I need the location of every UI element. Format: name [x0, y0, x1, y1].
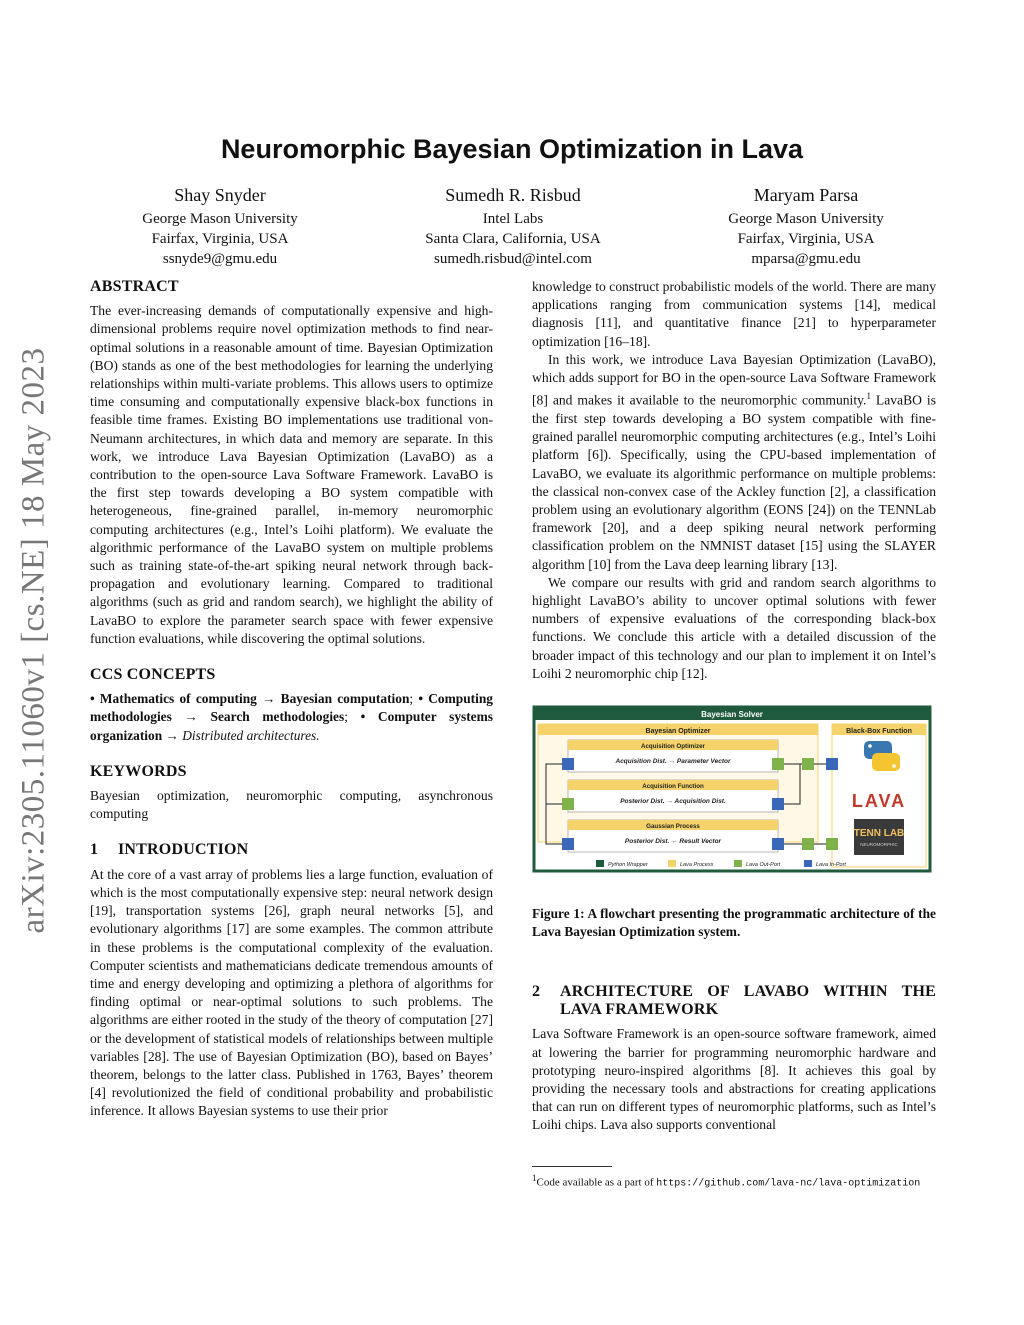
legend-swatch-process: [668, 860, 676, 867]
section-title: ARCHITECTURE OF LAVABO WITHIN THE LAVA FRAMEWORK: [560, 983, 936, 1019]
legend-label-inport: Lava In-Port: [816, 862, 846, 868]
author-2: [383, 183, 643, 269]
intro-paragraph-1-continued: knowledge to construct probabilistic models of the world. There are many applications ranging from communication systems [14], medical diagnosis [11], and quantitative finance [21] to hyperparameter optimization [16–18].: [532, 279, 936, 349]
ccs-sep: ;: [409, 691, 419, 707]
abstract-heading: ABSTRACT: [90, 278, 179, 295]
solver-header-label: Bayesian Solver: [701, 710, 763, 719]
tennlab-logo-sub: NEUROMORPHIC: [860, 842, 898, 847]
author-name: Maryam Parsa: [753, 185, 859, 205]
gp-inport-right: [772, 838, 784, 850]
section-number: 2: [532, 983, 541, 1000]
blackbox-outport: [826, 838, 838, 850]
intro-heading: [90, 841, 493, 859]
solver-outport: [802, 758, 814, 770]
acq-fn-outport: [562, 798, 574, 810]
footnote-url[interactable]: https://github.com/lava-nc/lava-optimization: [656, 1178, 921, 1190]
tennlab-logo-text: TENN LAB: [853, 828, 905, 839]
author-email: ssnyde9@gmu.edu: [162, 251, 278, 267]
author-affiliation: George Mason University: [142, 211, 298, 227]
legend-swatch-python: [596, 860, 604, 867]
figure-caption: Figure 1: A flowchart presenting the programmatic architecture of the Lava Bayesian Optimization system.: [532, 906, 936, 939]
author-location: Fairfax, Virginia, USA: [151, 231, 289, 247]
acq-optimizer-row: Acquisition Dist. → Parameter Vector: [615, 758, 731, 765]
legend-swatch-outport: [734, 860, 742, 867]
ccs-item-italic: Distributed architectures.: [182, 727, 320, 743]
acq-opt-outport: [772, 758, 784, 770]
author-3: [676, 183, 936, 269]
author-location: Fairfax, Virginia, USA: [737, 231, 875, 247]
section-2-heading: [532, 983, 936, 1019]
legend-swatch-inport: [804, 860, 812, 867]
abstract-text: The ever-increasing demands of computationally expensive and high-dimensional problems require novel optimization methods to find near-optimal solutions in a reasonable amount of time. Bayesian Optimization (BO) stands as one of the best methodologies for learning the underlying relationships within multi-variate problems. This allows users to optimize time consuming and computationally expensive black-box functions in feasible time frames. Existing BO implementations use traditional von-Neumann architectures, in which data and memory are separate. In this work, we introduce Lava Bayesian Optimization (LavaBO) as a contribution to the open-source Lava Software Framework. LavaBO is the first step towards developing a BO system compatible with heterogeneous, fine-grained parallel, in-memory neuromorphic computing architectures (e.g., Intel’s Loihi platform). We evaluate the algorithmic performance of the LavaBO system on multiple problems such as training state-of-the-art spiking neural network through back-propagation and evolutionary learning. Compared to traditional algorithms (such as grid and random search), we highlight the ability of LavaBO to explore the parameter search space with fewer expensive function evaluations, while discovering the optimal solutions.: [90, 303, 493, 646]
ccs-concepts: [90, 690, 493, 745]
optimizer-label: Bayesian Optimizer: [645, 728, 711, 735]
gp-row: Posterior Dist. ← Result Vector: [624, 838, 722, 845]
section-2-text: Lava Software Framework is an open-source software framework, aimed at lowering the barrier for programming neuromorphic hardware and prototyping neuro-inspired algorithms [8]. It achieves this goal by providing the necessary tools and abstractions for creating applications that can run on different types of neuromorphic platforms, such as Intel’s Loihi chips. Lava also supports conventional: [532, 1026, 936, 1133]
author-affiliation: George Mason University: [728, 211, 884, 227]
footnote-body: Code available as a part of: [536, 1176, 657, 1189]
arxiv-stamp: [4, 340, 64, 940]
legend-label-process: Lava Process: [680, 862, 714, 868]
footnote-rule: [532, 1166, 612, 1167]
intro-paragraph-2: [532, 351, 936, 574]
footnote-text: [532, 1171, 936, 1192]
footnote-mark: 1: [532, 1173, 537, 1183]
author-email: mparsa@gmu.edu: [751, 251, 861, 267]
arxiv-stamp-text: arXiv:2305.11060v1 [cs.NE] 18 May 2023: [15, 346, 52, 934]
ccs-item: • Computer systems organization →: [90, 709, 493, 743]
right-column: [532, 278, 936, 1135]
footnote-marker: 1: [866, 391, 871, 402]
author-name: Sumedh R. Risbud: [445, 185, 581, 205]
keywords-text: Bayesian optimization, neuromorphic computing, asynchronous computing: [90, 788, 493, 822]
figure-1: [532, 705, 932, 873]
lava-logo: LAVA: [851, 791, 907, 811]
intro-paragraph-1: At the core of a vast array of problems lies a large function, evaluation of which is the most computationally expensive step: neural network design [19], transportation systems [26], graph neural networks [5], and evolutionary algorithms [17] are some examples. The common attribute in these problems is the computational complexity of the evaluation. Computer scientists and mathematicians dedicate tremendous amounts of time and energy developing and optimizing a plethora of algorithms for finding optimal or near-optimal solutions to such problems. The algorithms are either rooted in the study of the theory of computation [27] or the development of statistical models of relationships between multiple variables [28]. The use of Bayesian Optimization (BO), based on Bayes’ theorem, belongs to the latter class. Published in 1763, Bayes’ theorem [4] revolutionized the field of conditional probability and probabilistic inference. It allows Bayesian systems to use their prior: [90, 866, 493, 1119]
ccs-item: • Computing methodologies → Search methodologies: [90, 691, 493, 725]
acq-function-row: Posterior Dist. → Acquisition Dist.: [620, 798, 726, 805]
author-block: [90, 183, 936, 269]
acq-opt-inport: [562, 758, 574, 770]
footnote: [532, 1166, 936, 1192]
author-email: sumedh.risbud@intel.com: [434, 251, 592, 267]
author-affiliation: Intel Labs: [482, 211, 544, 227]
intro-p2-b: LavaBO is the first step towards developing a BO system compatible with fine-grained parallel neuromorphic computing architectures (e.g., Intel’s Loihi platform [6]). Specifically, using the CPU-based implementation of LavaBO, we evaluate its algorithmic performance on multiple problems: the classical non-convex case of the Ackley function [2], a classification problem using an evolutionary algorithm (EONS [24]) on the TENNLab framework [20], and a deep spiking neural network performing classification problem on the NMNIST dataset [15] using the SLAYER algorithm [10] from the Lava deep learning library [13].: [532, 392, 936, 572]
left-column: [90, 278, 493, 1121]
section-title: INTRODUCTION: [118, 841, 249, 859]
intro-paragraph-3: We compare our results with grid and random search algorithms to highlight LavaBO’s ability to uncover optimal solutions with fewer numbers of expensive evaluations of the corresponding black-box functions. We conclude this article with a detailed discussion of the broader impact of this technology and our plan to implement it on Intel’s Loihi 2 neuromorphic chip [12].: [532, 574, 936, 681]
ccs-item: • Mathematics of computing → Bayesian computation: [90, 691, 410, 707]
author-1: [90, 183, 350, 269]
blackbox-label: Black-Box Function: [846, 728, 912, 735]
solver-outport-2: [802, 838, 814, 850]
gp-inport: [562, 838, 574, 850]
keywords-heading: KEYWORDS: [90, 762, 187, 780]
legend-label-python: Python Wrapper: [608, 862, 648, 868]
acq-optimizer-label: Acquisition Optimizer: [641, 743, 705, 750]
paper-title: Neuromorphic Bayesian Optimization in Lava: [220, 134, 804, 164]
acq-function-label: Acquisition Function: [642, 783, 704, 790]
ccs-heading: CCS CONCEPTS: [90, 666, 216, 684]
section-number: 1: [90, 841, 99, 859]
flowchart-diagram: [532, 705, 932, 873]
ccs-sep: ;: [344, 709, 361, 725]
author-name: Shay Snyder: [174, 185, 266, 205]
intro-p2-a: In this work, we introduce Lava Bayesian Optimization (LavaBO), which adds support for BO in the open-source Lava Software Framework [8] and makes it available to the neuromorphic community.: [532, 351, 936, 408]
gp-label: Gaussian Process: [646, 823, 700, 830]
author-location: Santa Clara, California, USA: [425, 231, 601, 247]
blackbox-inport: [826, 758, 838, 770]
legend-label-outport: Lava Out-Port: [746, 862, 781, 868]
acq-fn-inport: [772, 798, 784, 810]
